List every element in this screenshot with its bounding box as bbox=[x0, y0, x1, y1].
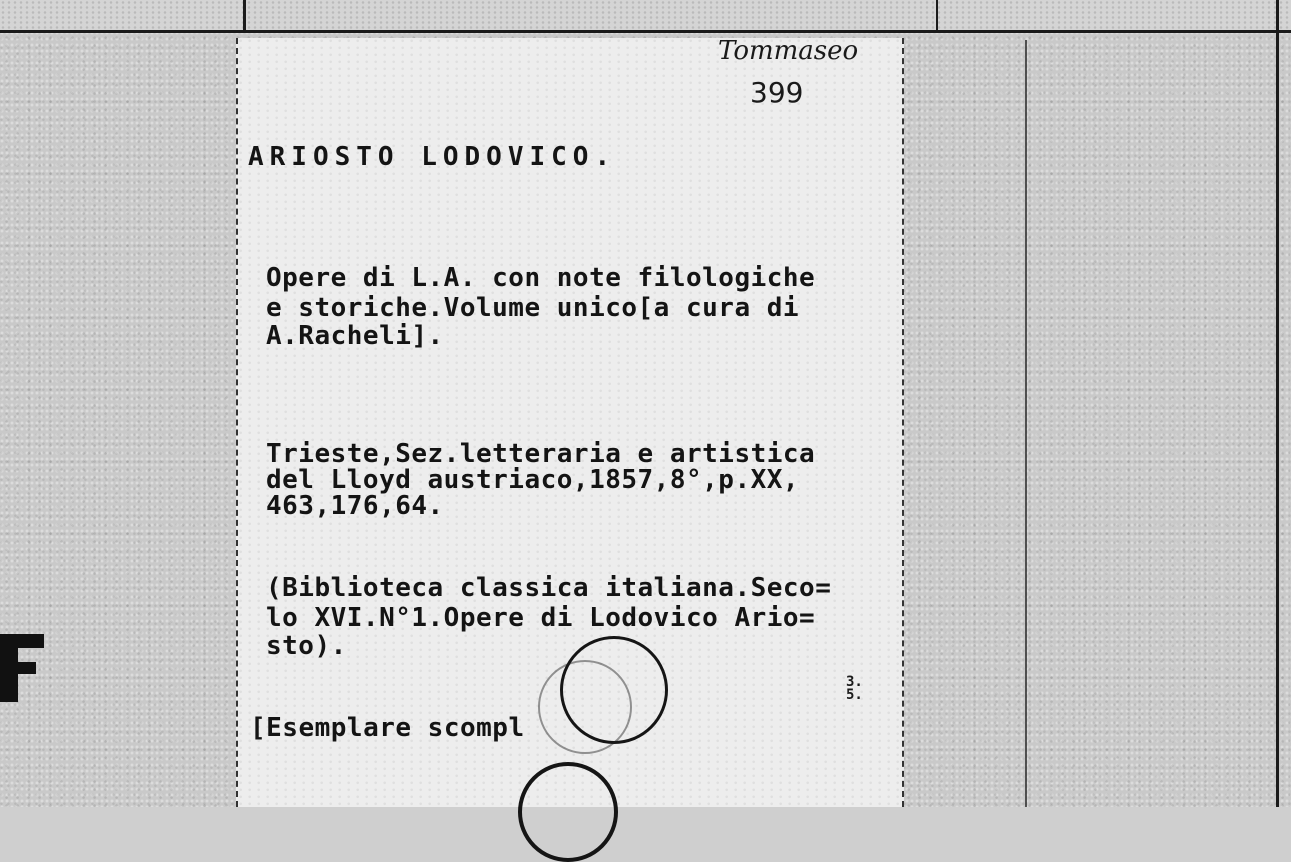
library-stamp-bottom bbox=[518, 762, 618, 862]
frame-line-middle bbox=[1025, 40, 1027, 807]
imprint-line: Trieste,Sez.letteraria e artistica bbox=[266, 439, 816, 469]
side-mark: 3.5. bbox=[846, 674, 863, 703]
imprint-line: del Lloyd austriaco,1857,8°,p.XX, bbox=[266, 465, 800, 495]
author-heading: ARIOSTO LODOVICO. bbox=[248, 142, 617, 172]
frame-line-left bbox=[243, 0, 246, 30]
series-line: sto). bbox=[266, 631, 347, 661]
series-line: lo XVI.N°1.Opere di Lodovico Ario= bbox=[266, 603, 816, 633]
imprint-line: 463,176,64. bbox=[266, 491, 444, 521]
title-line: Opere di L.A. con note filologiche bbox=[266, 263, 816, 293]
series-line: (Biblioteca classica italiana.Seco= bbox=[266, 573, 832, 603]
title-line: e storiche.Volume unico[a cura di bbox=[266, 293, 800, 323]
frame-line-right bbox=[1276, 0, 1279, 807]
copy-note: [Esemplare scompl bbox=[250, 713, 525, 743]
frame-line-top-mark bbox=[936, 0, 938, 30]
title-line: A.Racheli]. bbox=[266, 321, 444, 351]
tab-letter-f bbox=[0, 634, 44, 702]
collection-handwritten: Tommaseo bbox=[718, 36, 859, 66]
library-stamp-faint bbox=[538, 660, 632, 754]
top-strip bbox=[0, 0, 1291, 33]
card-number: 399 bbox=[750, 76, 804, 109]
